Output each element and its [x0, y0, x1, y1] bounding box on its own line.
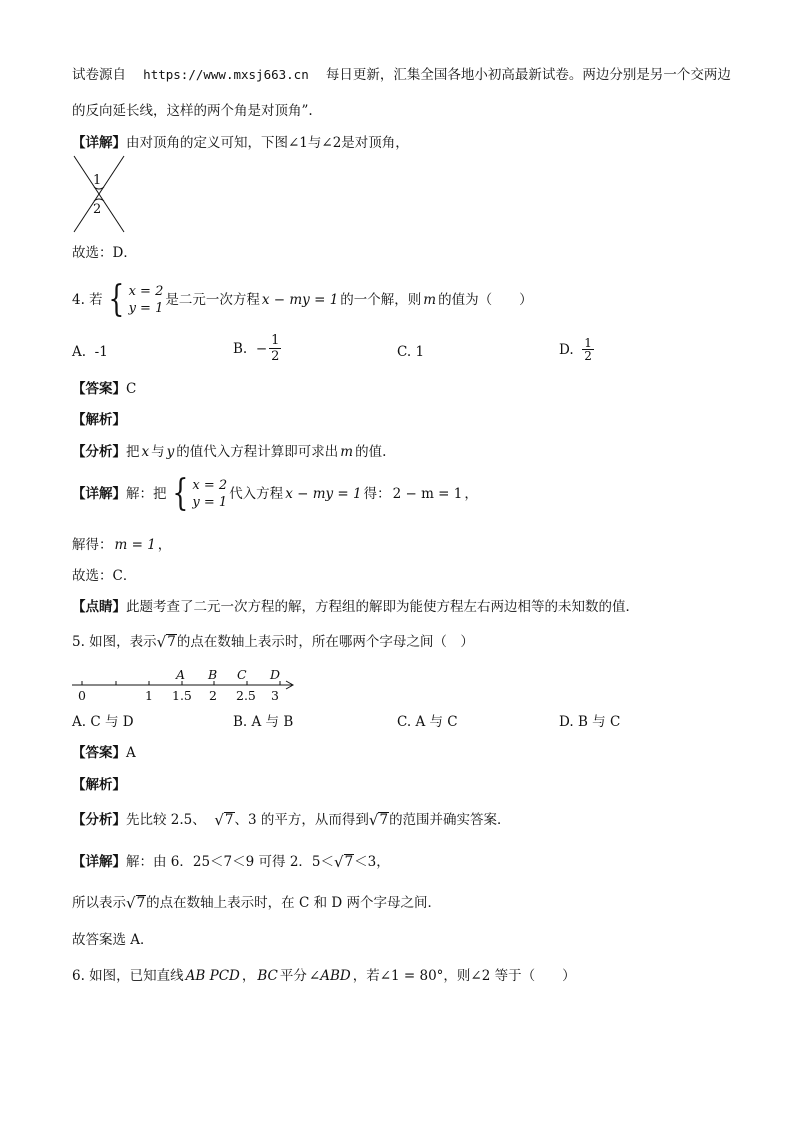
answer-tag: 【答案】	[72, 381, 126, 397]
q6-stem-text: ，	[241, 968, 256, 984]
solve-equation: m = 1	[114, 537, 156, 553]
var-x: x	[141, 444, 150, 460]
conclude-text: 的点在数轴上表示时，在 C 和 D 两个字母之间．	[146, 895, 441, 911]
sqrt-icon: √	[214, 811, 224, 829]
fenxi-text: 的值代入方程计算即可求出	[176, 444, 339, 460]
q6-angle: ∠ABD	[308, 968, 351, 984]
q4-choice: 故选：C．	[72, 568, 137, 584]
figure-label-1: 1	[93, 173, 102, 188]
q5-option-c	[397, 713, 458, 731]
vertical-angles-figure	[72, 154, 132, 234]
option-key: C.	[397, 714, 412, 730]
option-text: C 与 D	[90, 714, 134, 730]
axis-number-1-5: 1.5	[172, 688, 192, 703]
detail-tag: 【详解】	[72, 854, 126, 870]
q4-tail-2: 的值为（ ）	[438, 292, 533, 308]
detail-tag: 【详解】	[72, 135, 126, 151]
source-url[interactable]: https://www.mxsj663.cn	[143, 67, 309, 82]
axis-letter-c: C	[237, 667, 247, 682]
fenxi-text: 、3 的平方，从而得到	[234, 812, 369, 828]
option-key: A.	[72, 344, 87, 360]
var-m: m	[340, 444, 354, 460]
fraction-numerator: 1	[584, 336, 592, 350]
q6-lines: AB PCD	[185, 968, 240, 984]
prev-continued-line: 的反向延长线，这样的两个角是对顶角”.	[72, 103, 313, 119]
q5-analysis-tag: 【解析】	[72, 777, 126, 793]
q4-option-a	[72, 343, 108, 361]
fenxi-text: 的范围并确实答案．	[389, 812, 511, 828]
q5-choice: 故答案选 A．	[72, 932, 154, 948]
q4-answer: C	[126, 381, 137, 397]
fraction	[582, 337, 594, 362]
detail-tag: 【详解】	[72, 486, 126, 502]
fenxi-text: 把	[126, 444, 140, 460]
figure-label-2: 2	[93, 202, 102, 217]
q5-stem	[72, 633, 474, 651]
detail-text: 代入方程	[229, 486, 284, 502]
radicand: 7	[379, 812, 389, 828]
detail-text: 解：由 6．25＜7＜9 可得 2．5＜	[126, 854, 334, 870]
q4-system	[105, 279, 164, 320]
option-text: B 与 C	[577, 714, 621, 730]
axis-number-0: 0	[78, 688, 86, 703]
q6-bc: BC	[257, 968, 278, 984]
axis-letter-a: A	[176, 667, 186, 682]
fenxi-text: 的值.	[355, 444, 387, 460]
q6-stem-text: ，若∠1 = 80°，则∠2 等于（ ）	[352, 968, 576, 984]
option-text: A 与 C	[415, 714, 458, 730]
q5-answer-line	[72, 744, 136, 762]
axis-number-1: 1	[145, 688, 153, 703]
q4-analysis-tag: 【解析】	[72, 412, 126, 428]
sqrt-icon: √	[156, 633, 167, 651]
option-key: B.	[233, 340, 248, 357]
q5-conclude-line	[72, 894, 441, 912]
axis-letter-d: D	[270, 667, 281, 682]
brace-icon: {	[171, 473, 188, 514]
header-slogan: 每日更新，汇集全国各地小初高最新试卷。两边分别是另一个交两边	[325, 67, 731, 83]
q5-option-a	[72, 713, 134, 731]
fenxi-text: 先比较 2.5、	[126, 812, 206, 828]
q4-option-c	[397, 343, 424, 361]
axis-number-3: 3	[271, 688, 279, 703]
conclude-text: 所以表示	[72, 895, 126, 911]
comment-tag: 【点睛】	[72, 599, 126, 615]
option-text: A 与 B	[251, 714, 294, 730]
fenxi-tag: 【分析】	[72, 444, 126, 460]
q5-stem-text: 5. 如图，表示	[72, 634, 157, 650]
comment-text: 此题考查了二元一次方程的解，方程组的解即为能使方程左右两边相等的未知数的值．	[126, 599, 639, 615]
fraction-denominator: 2	[584, 349, 592, 363]
detail-text: 解：把	[126, 486, 167, 502]
sys-y: y = 1	[192, 495, 228, 510]
q4-sys-x: x = 2	[128, 284, 164, 299]
q4-comment-line	[72, 598, 639, 616]
answer-tag: 【答案】	[72, 745, 126, 761]
q5-option-b	[233, 713, 293, 731]
detail-equation: x − my = 1	[285, 486, 362, 502]
q6-stem-text: 平分	[279, 968, 307, 984]
q4-mid: 是二元一次方程	[165, 292, 260, 308]
fenxi-tag: 【分析】	[72, 812, 126, 828]
option-key: C.	[397, 344, 412, 360]
q5-answer: A	[126, 745, 136, 761]
prev-choice: 故选：D．	[72, 245, 137, 261]
q4-answer-line	[72, 380, 136, 398]
detail-equation: 2 − m = 1	[392, 486, 463, 502]
q6-stem-text: 6. 如图，已知直线	[72, 968, 184, 984]
sqrt-icon: √	[334, 853, 344, 871]
solve-text: 解得：	[72, 537, 113, 553]
var-y: y	[166, 444, 175, 460]
q4-option-d	[559, 337, 594, 362]
minus-sign: −	[255, 340, 268, 357]
sqrt-icon: √	[126, 894, 136, 912]
q4-solve-line	[72, 536, 171, 554]
prev-detail-text: 由对顶角的定义可知，下图∠1与∠2是对顶角，	[126, 135, 409, 151]
option-text: 1	[415, 344, 425, 360]
q6-stem	[72, 967, 576, 985]
option-key: A.	[72, 714, 87, 730]
radicand: 7	[344, 854, 354, 870]
source-label: 试卷源自	[72, 67, 126, 83]
q5-option-d	[559, 713, 620, 731]
q4-detail-line	[72, 474, 478, 514]
q5-fenxi-line	[72, 811, 511, 829]
radicand: 7	[224, 812, 234, 828]
detail-text: 得：	[363, 486, 391, 502]
fraction	[269, 333, 281, 364]
radicand: 7	[167, 634, 176, 650]
q4-fenxi-line	[72, 443, 386, 461]
q4-option-b	[233, 333, 281, 364]
fraction-denominator: 2	[271, 349, 280, 364]
radicand: 7	[136, 895, 146, 911]
q5-stem-text: 的点在数轴上表示时，所在哪两个字母之间（ ）	[176, 634, 474, 650]
fenxi-text: 与	[151, 444, 165, 460]
q4-tail-1: 的一个解，则	[340, 292, 422, 308]
option-key: B.	[233, 714, 248, 730]
q4-var: m	[423, 292, 437, 308]
axis-letter-b: B	[208, 667, 218, 682]
prev-detail-line	[72, 134, 409, 152]
sys-x: x = 2	[192, 478, 228, 493]
detail-text: ，	[464, 486, 478, 502]
brace-icon: {	[108, 279, 125, 320]
detail-text: ＜3，	[354, 854, 390, 870]
fraction-numerator: 1	[271, 333, 280, 348]
axis-number-2-5: 2.5	[236, 688, 256, 703]
header-line	[72, 66, 731, 84]
option-key: D.	[559, 341, 574, 358]
solve-text: ，	[157, 537, 172, 553]
q4-number: 4. 若	[72, 292, 103, 308]
q4-detail-system	[169, 473, 228, 514]
q4-sys-y: y = 1	[128, 301, 164, 316]
axis-number-2: 2	[209, 688, 217, 703]
option-key: D.	[559, 714, 574, 730]
q4-equation: x − my = 1	[261, 292, 339, 308]
q5-detail-line	[72, 853, 390, 871]
option-text: -1	[94, 344, 108, 360]
sqrt-icon: √	[368, 811, 379, 829]
q4-stem	[72, 280, 533, 320]
